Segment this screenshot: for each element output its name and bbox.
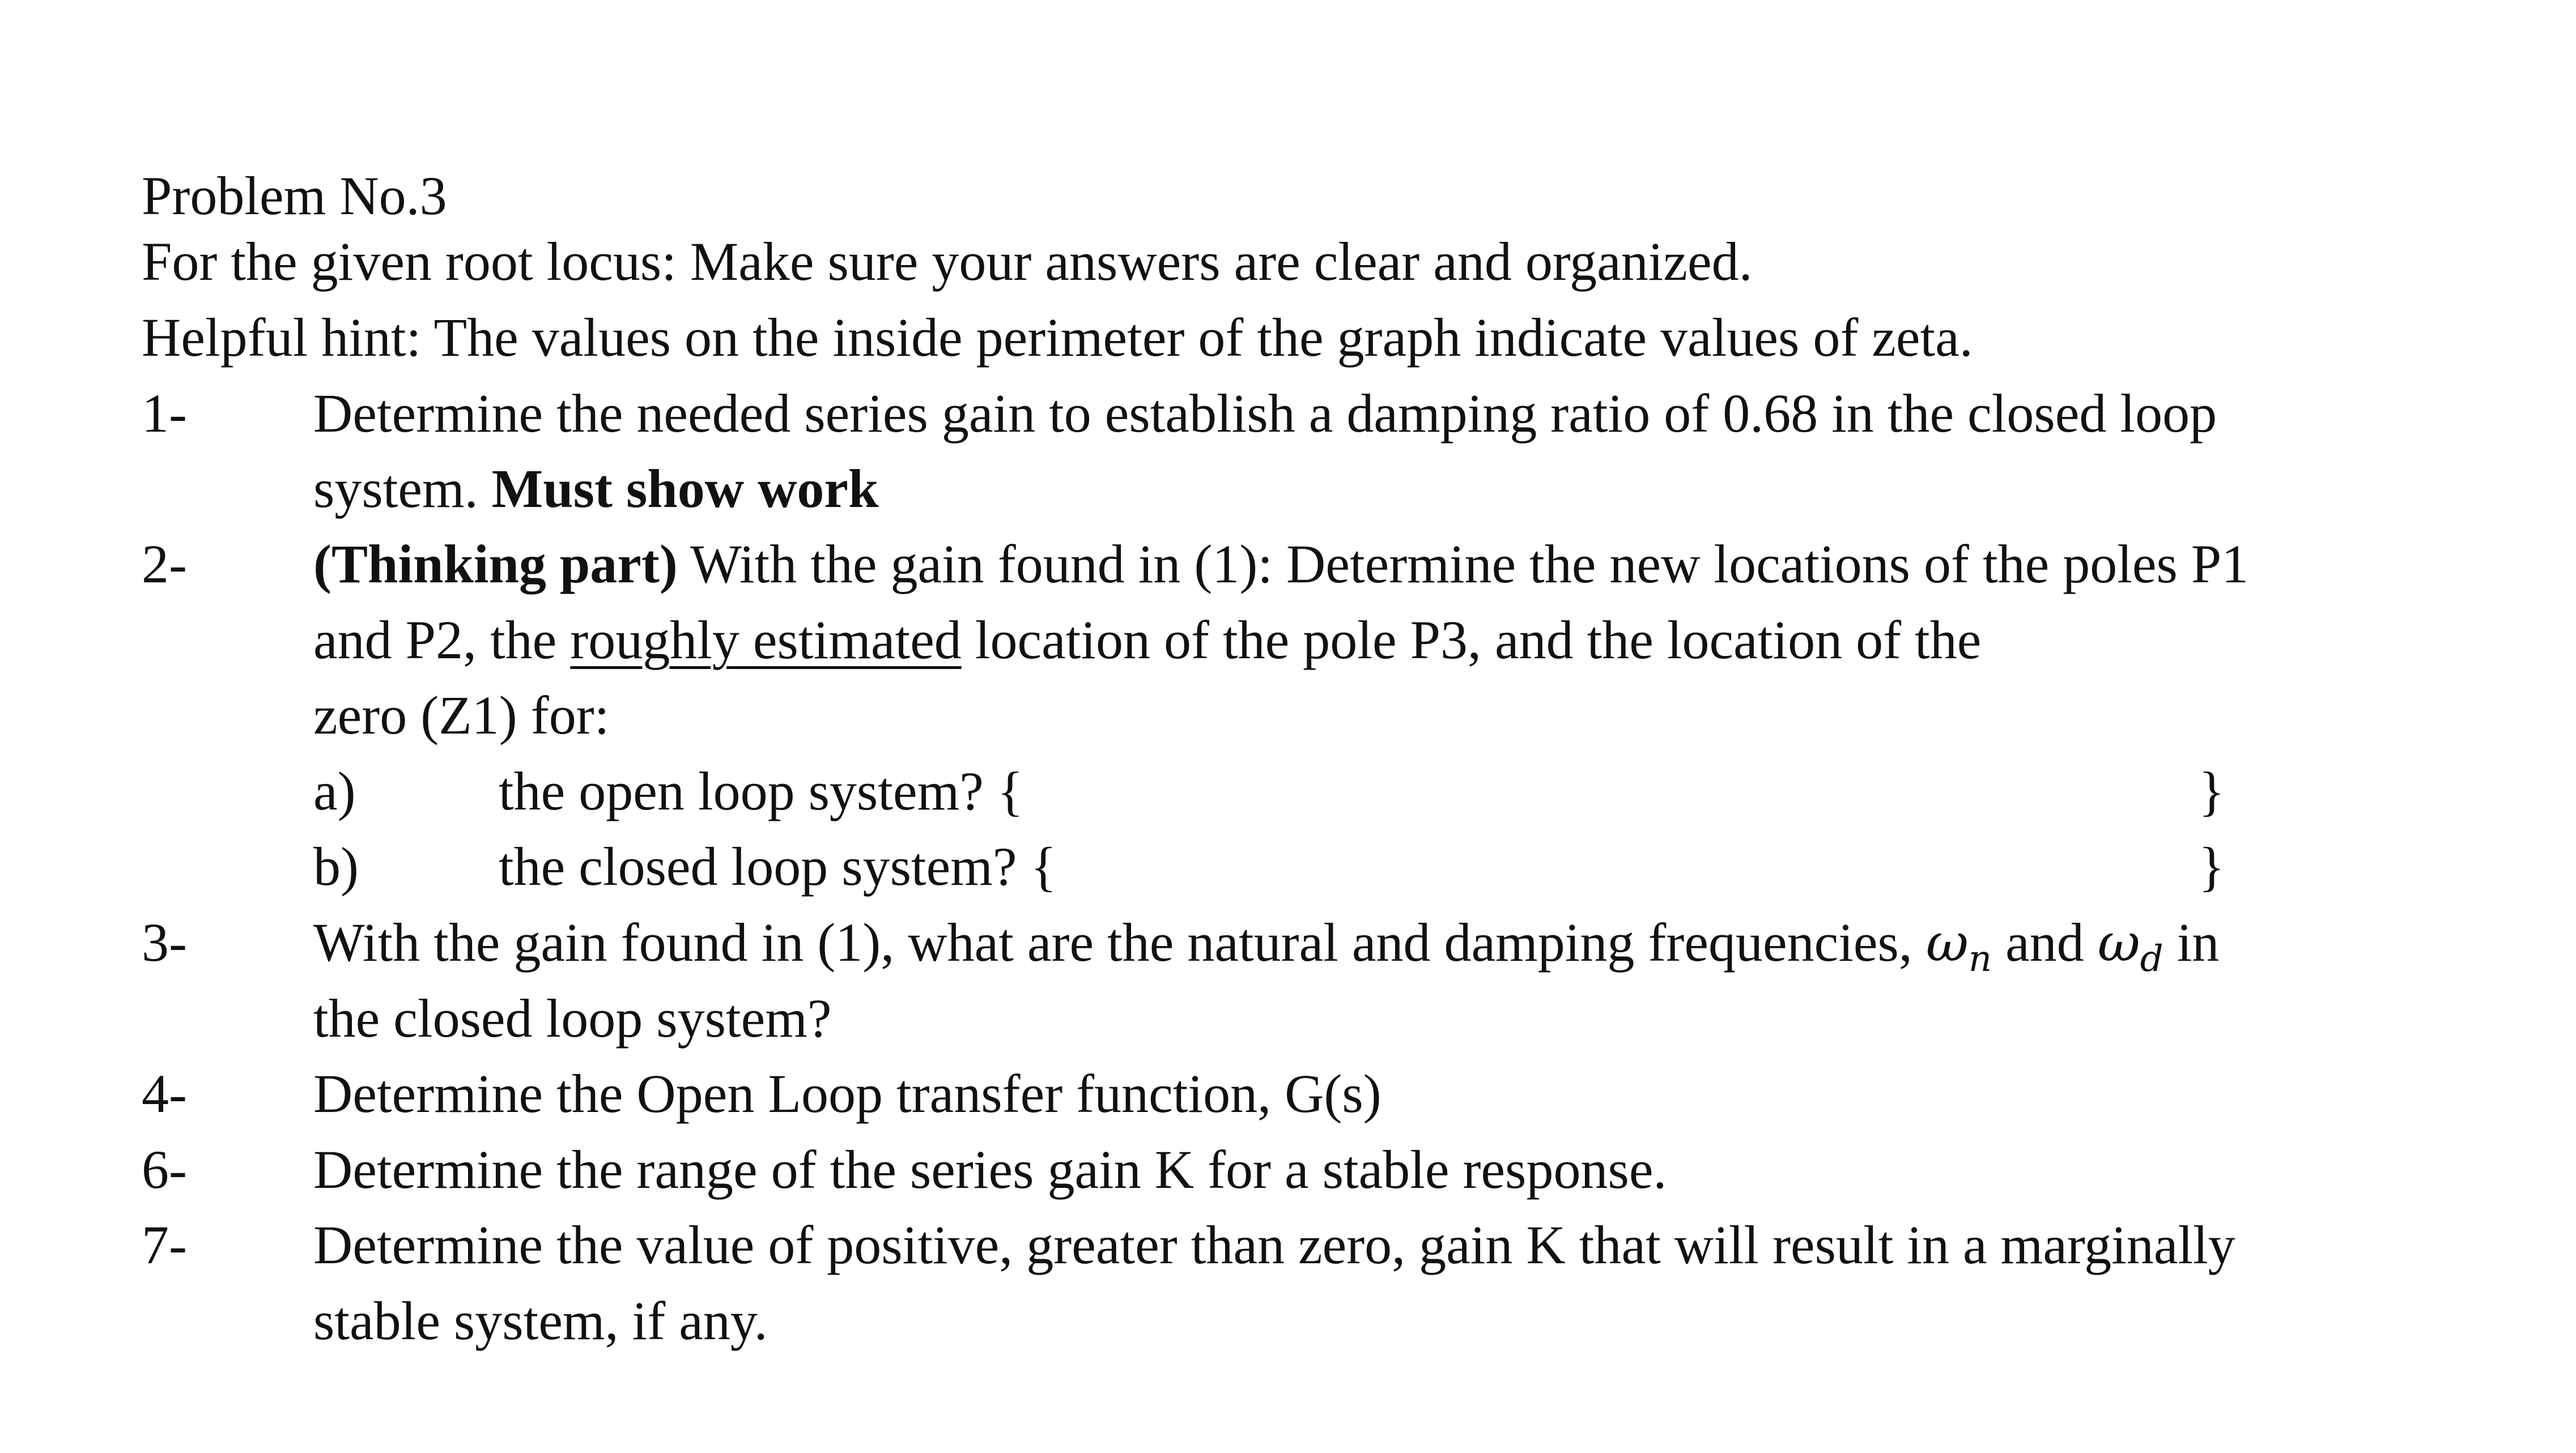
- and-text: and: [1992, 912, 2098, 973]
- question-7-line-2: stable system, if any.: [313, 1290, 768, 1351]
- question-2-text: With the gain found in (1): Determine the new locations of the poles P1: [677, 534, 2249, 594]
- must-show-work-emphasis: Must show work: [491, 458, 879, 519]
- omega-n-symbol: $\omega_n$: [1925, 913, 1992, 980]
- question-2-line-1: [313, 534, 2249, 594]
- question-4-number: 4-: [142, 1063, 187, 1124]
- roughly-estimated-underlined: roughly estimated: [570, 610, 962, 670]
- subitem-a-close-brace: }: [2199, 761, 2225, 821]
- subitem-b-close-brace: }: [2199, 836, 2225, 897]
- question-3-text-start: With the gain found in (1), what are the natural and damping frequencies,: [313, 912, 1926, 973]
- question-3-line-2: the closed loop system?: [313, 988, 832, 1049]
- omega-d-symbol: $\omega_d$: [2097, 913, 2163, 980]
- question-6-text: Determine the range of the series gain K for a stable response.: [313, 1139, 1667, 1200]
- question-4-text: Determine the Open Loop transfer function, G(s): [313, 1063, 1381, 1124]
- question-2-text-end: location of the pole P3, and the location of the: [961, 610, 1982, 670]
- question-2-number: 2-: [142, 534, 187, 594]
- thinking-part-label: (Thinking part): [313, 534, 678, 594]
- subitem-a-text: the open loop system? {: [499, 761, 1023, 821]
- problem-title: Problem No.3: [142, 165, 447, 226]
- question-7-number: 7-: [142, 1215, 187, 1275]
- question-3-line-1: [313, 912, 2220, 980]
- question-2-line-3: zero (Z1) for:: [313, 685, 610, 745]
- question-3-number: 3-: [142, 912, 187, 973]
- question-2-text-start: and P2, the: [313, 610, 571, 670]
- hint-text: Helpful hint: The values on the inside perimeter of the graph indicate values of zeta.: [142, 307, 1973, 368]
- question-7-line-1: Determine the value of positive, greater than zero, gain K that will result in a marginally: [313, 1215, 2235, 1275]
- question-1-text: system.: [313, 458, 492, 519]
- subitem-b-label: b): [313, 836, 359, 897]
- subitem-a-label: a): [313, 761, 356, 821]
- question-1-number: 1-: [142, 383, 187, 444]
- subitem-b-text: the closed loop system? {: [499, 836, 1057, 897]
- question-2-line-2: [313, 610, 1982, 670]
- question-6-number: 6-: [142, 1139, 187, 1200]
- question-1-line-1: Determine the needed series gain to establish a damping ratio of 0.68 in the closed loop: [313, 383, 2217, 444]
- intro-text: For the given root locus: Make sure your answers are clear and organized.: [142, 231, 1753, 292]
- question-3-text-end: in: [2163, 912, 2220, 973]
- question-1-line-2: [313, 458, 879, 519]
